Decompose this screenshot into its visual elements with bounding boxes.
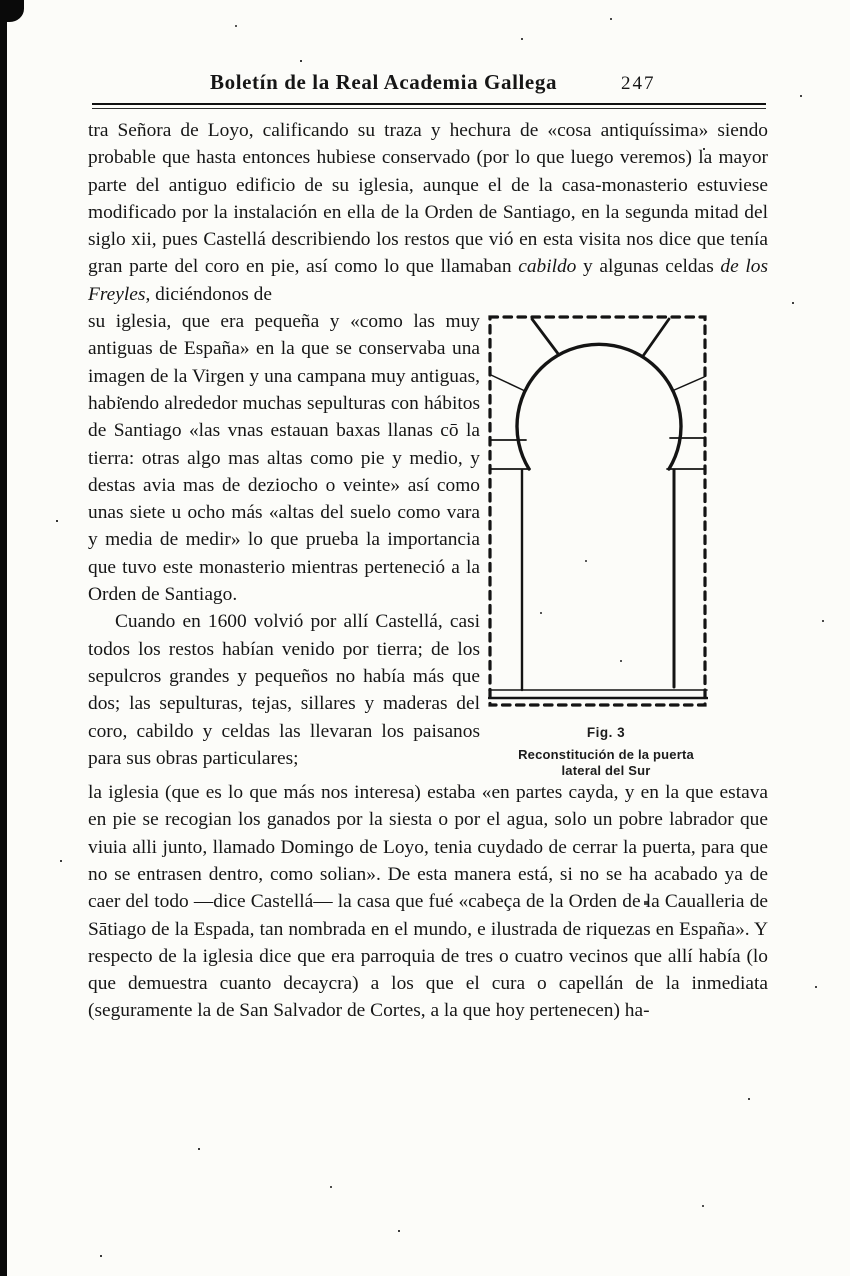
paragraph-1-text-c: , diciéndonos de bbox=[145, 283, 272, 305]
paragraph-1-italic-freyles: de los Freyles bbox=[88, 256, 768, 305]
body-paragraph-2-wide: la iglesia (que es lo que más nos interesa) estaba «en partes cayda, y en la que estava en pie se recogian los ganados por la siesta o por el agua, solo un pobre labrador que viuia alli junto, llamado Domingo de Loyo, tenia cuydado de cerrar la puerta, para que no se entrasen dentro, como solian». De esta manera está, si no se ha acabado ya de caer del todo —dice Castellá— la casa que fué «cabeça de la Orden de la Caualleria de Sātiago de la Espada, tan nombrada en el mundo, e ilustrada de riquezas en España». Y respecto de la iglesia dice que era parroquia de tres o cuatro vecinos que allí había (lo que demuestra cuanto decaycra) a los que el cura o capellán de la inmediata (seguramente la de San Salvador de Cortes, a la que hoy pertenecen) ha- bbox=[88, 782, 768, 1022]
voussoir-line-mid-left bbox=[491, 375, 525, 391]
horseshoe-arch-curve bbox=[517, 344, 681, 469]
binding-edge-artifact bbox=[0, 0, 7, 1276]
figure-column bbox=[480, 308, 768, 779]
corner-ink-artifact bbox=[0, 0, 24, 22]
figure-caption bbox=[488, 725, 724, 779]
body-paragraph-1-narrow: su iglesia, que era pequeña y «como las muy antiguas de España» en la que se conservaba una imagen de la Virgen y una campana muy antiguas, habiendo alrededor muchas sepulturas con hábitos de Santiago «las vnas estauan baxas llanas cō la tierra: otras algo mas altas como pie y medio, y destas avia mas de deziocho o veinte» así como unas siete u ocho más «altas del suelo como vara y media de medir» lo que prueba la importancia que tuvo este monasterio mientras perteneció a la Orden de Santiago. bbox=[88, 311, 480, 606]
paragraph-1-text-b: y algunas celdas bbox=[576, 256, 721, 278]
page-body bbox=[88, 117, 768, 1025]
narrow-text-column bbox=[88, 308, 480, 772]
header-rule bbox=[92, 103, 766, 109]
running-header bbox=[88, 70, 768, 108]
body-paragraph-1-wide bbox=[88, 117, 768, 308]
body-paragraph-2-narrow: Cuando en 1600 volvió por allí Castellá, casi todos los restos habían venido por tierra; de los sepulcros grandes y pequeños no había más que dos; las sepulturas, tejas, sillares y maderas del coro, cabildo y celdas las llevaran los paisanos para sus obras particulares; bbox=[88, 611, 480, 769]
paragraph-1-italic-cabildo: cabildo bbox=[518, 256, 577, 278]
paragraph-1-text-a: tra Señora de Loyo, calificando su traza y hechura de «cosa antiquíssima» siendo probable que hasta entonces hubiese conservado (por lo que luego veremos) la mayor parte del antiguo edificio de su iglesia, aunque el de la casa-monasterio estuviese modificado por la instalación en ella de la Orden de Santiago, en la segunda mitad del siglo xii, pues Castellá describiendo los restos que vió en esta visita nos dice que tenía gran parte del coro en pie, así como lo que llamaban bbox=[88, 120, 768, 278]
page-number: 247 bbox=[621, 73, 656, 94]
voussoir-line-mid-right bbox=[672, 377, 704, 391]
voussoir-line-upper-left bbox=[532, 319, 559, 355]
journal-title: Boletín de la Real Academia Gallega bbox=[210, 70, 558, 94]
scan-noise-specks bbox=[0, 0, 2, 2]
figure-label: Fig. 3 bbox=[586, 725, 626, 741]
figure-caption-text: Reconstitución de la puerta lateral del Sur bbox=[518, 747, 694, 779]
voussoir-line-upper-right bbox=[643, 319, 669, 356]
figure-block bbox=[488, 315, 724, 779]
figure-drawing-horseshoe-arch bbox=[488, 315, 708, 709]
text-figure-row bbox=[88, 308, 768, 779]
